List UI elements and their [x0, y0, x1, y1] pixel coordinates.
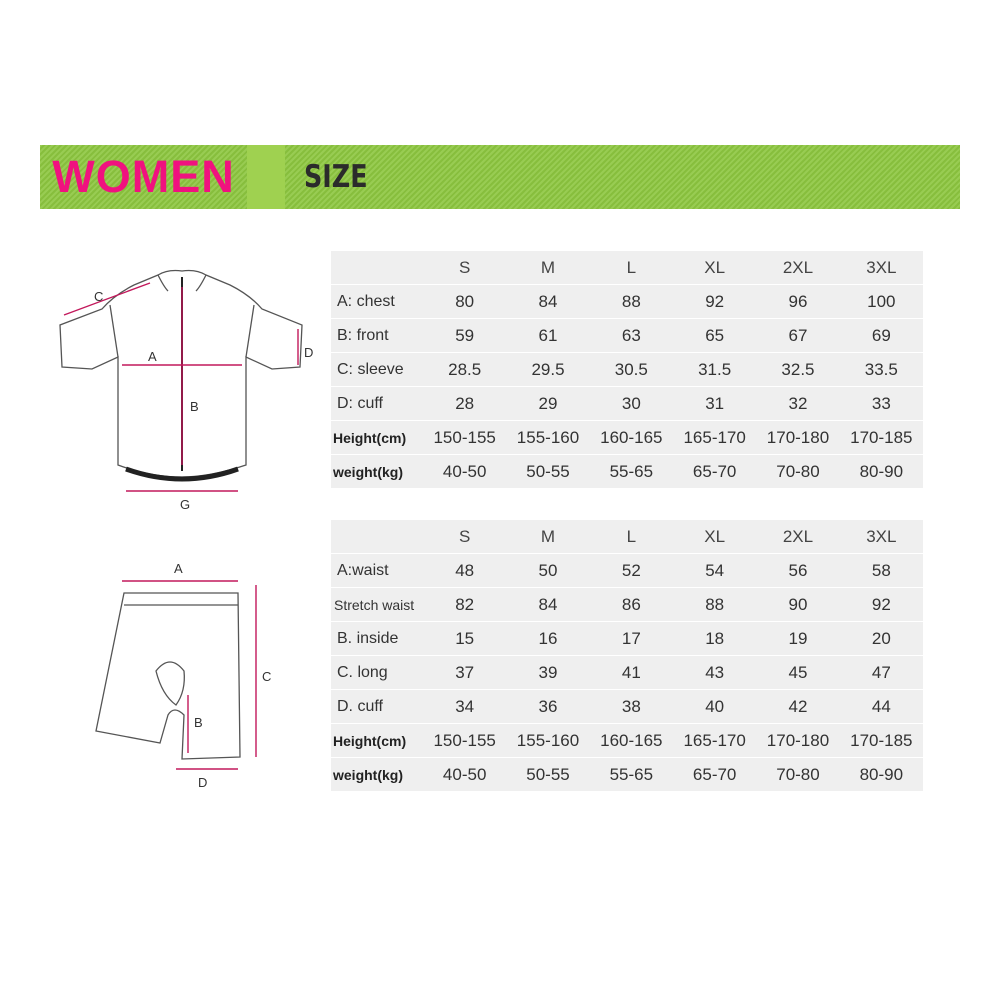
shorts-size-table [331, 520, 923, 792]
row-label: weight(kg) [331, 758, 423, 792]
table-cell: 150-155 [423, 724, 506, 758]
table-cell: 42 [756, 690, 839, 724]
size-header: L [590, 520, 673, 554]
table-cell: 33.5 [840, 353, 923, 387]
row-label: D: cuff [331, 387, 423, 421]
table-cell: 69 [840, 319, 923, 353]
table-cell: 50 [506, 554, 589, 588]
table-header-row [331, 520, 923, 554]
row-label: B: front [331, 319, 423, 353]
corner-cell [331, 520, 423, 554]
row-label: Stretch waist [331, 588, 423, 622]
table-cell: 88 [673, 588, 756, 622]
table-cell: 92 [673, 285, 756, 319]
table-cell: 63 [590, 319, 673, 353]
table-cell: 52 [590, 554, 673, 588]
table-cell: 41 [590, 656, 673, 690]
table-cell: 90 [756, 588, 839, 622]
row-label: Height(cm) [331, 724, 423, 758]
table-cell: 33 [840, 387, 923, 421]
table-row [331, 656, 923, 690]
table-cell: 32.5 [756, 353, 839, 387]
table-cell: 38 [590, 690, 673, 724]
table-cell: 43 [673, 656, 756, 690]
table-cell: 29.5 [506, 353, 589, 387]
size-banner [40, 145, 960, 209]
row-label: B. inside [331, 622, 423, 656]
table-cell: 28 [423, 387, 506, 421]
table-cell: 15 [423, 622, 506, 656]
table-cell: 55-65 [590, 455, 673, 489]
table-cell: 54 [673, 554, 756, 588]
table-row [331, 622, 923, 656]
size-header: L [590, 251, 673, 285]
table-cell: 40-50 [423, 455, 506, 489]
table-cell: 31 [673, 387, 756, 421]
table-cell: 150-155 [423, 421, 506, 455]
banner-divider [247, 145, 285, 209]
table-cell: 39 [506, 656, 589, 690]
jersey-label-c: C [94, 289, 104, 304]
row-label: C. long [331, 656, 423, 690]
row-label: C: sleeve [331, 353, 423, 387]
table-row [331, 724, 923, 758]
table-cell: 58 [840, 554, 923, 588]
table-cell: 50-55 [506, 758, 589, 792]
table-cell: 170-180 [756, 421, 839, 455]
row-label: D. cuff [331, 690, 423, 724]
table-row [331, 690, 923, 724]
row-label: weight(kg) [331, 455, 423, 489]
table-cell: 82 [423, 588, 506, 622]
table-cell: 20 [840, 622, 923, 656]
jersey-size-table [331, 251, 923, 489]
table-cell: 170-185 [840, 724, 923, 758]
table-cell: 16 [506, 622, 589, 656]
table-row [331, 554, 923, 588]
table-cell: 70-80 [756, 758, 839, 792]
row-label: A:waist [331, 554, 423, 588]
jersey-diagram [50, 265, 330, 515]
table-cell: 65-70 [673, 758, 756, 792]
corner-cell [331, 251, 423, 285]
table-cell: 86 [590, 588, 673, 622]
table-cell: 47 [840, 656, 923, 690]
table-cell: 40-50 [423, 758, 506, 792]
size-header: 2XL [756, 251, 839, 285]
table-cell: 84 [506, 588, 589, 622]
size-header: XL [673, 520, 756, 554]
table-cell: 48 [423, 554, 506, 588]
table-cell: 67 [756, 319, 839, 353]
table-cell: 88 [590, 285, 673, 319]
table-cell: 80-90 [840, 758, 923, 792]
table-row [331, 319, 923, 353]
table-header-row [331, 251, 923, 285]
table-cell: 30.5 [590, 353, 673, 387]
table-cell: 160-165 [590, 724, 673, 758]
table-cell: 165-170 [673, 724, 756, 758]
size-header: S [423, 251, 506, 285]
table-cell: 18 [673, 622, 756, 656]
table-cell: 50-55 [506, 455, 589, 489]
table-cell: 34 [423, 690, 506, 724]
jersey-label-g: G [180, 497, 191, 512]
size-header: S [423, 520, 506, 554]
table-cell: 37 [423, 656, 506, 690]
table-cell: 59 [423, 319, 506, 353]
table-cell: 55-65 [590, 758, 673, 792]
table-cell: 155-160 [506, 421, 589, 455]
size-header: M [506, 251, 589, 285]
table-cell: 45 [756, 656, 839, 690]
table-row [331, 421, 923, 455]
table-cell: 165-170 [673, 421, 756, 455]
table-cell: 160-165 [590, 421, 673, 455]
table-cell: 65-70 [673, 455, 756, 489]
row-label: Height(cm) [331, 421, 423, 455]
table-cell: 32 [756, 387, 839, 421]
table-cell: 170-185 [840, 421, 923, 455]
table-cell: 65 [673, 319, 756, 353]
table-cell: 30 [590, 387, 673, 421]
table-cell: 56 [756, 554, 839, 588]
table-cell: 40 [673, 690, 756, 724]
banner-women-label: WOMEN [52, 151, 235, 202]
size-header: XL [673, 251, 756, 285]
shorts-label-a: A [174, 561, 183, 576]
shorts-label-b: B [194, 715, 203, 730]
shorts-label-d: D [198, 775, 208, 790]
table-row [331, 588, 923, 622]
size-header: 3XL [840, 520, 923, 554]
table-cell: 84 [506, 285, 589, 319]
jersey-label-a: A [148, 349, 157, 364]
size-header: 2XL [756, 520, 839, 554]
shorts-label-c: C [262, 669, 272, 684]
row-label: A: chest [331, 285, 423, 319]
table-row [331, 758, 923, 792]
table-cell: 17 [590, 622, 673, 656]
banner-size-label: SIZE [304, 159, 368, 195]
table-cell: 100 [840, 285, 923, 319]
table-row [331, 387, 923, 421]
jersey-label-d: D [304, 345, 314, 360]
table-cell: 28.5 [423, 353, 506, 387]
table-cell: 70-80 [756, 455, 839, 489]
jersey-label-b: B [190, 399, 199, 414]
table-cell: 19 [756, 622, 839, 656]
size-header: M [506, 520, 589, 554]
table-cell: 80 [423, 285, 506, 319]
size-header: 3XL [840, 251, 923, 285]
shorts-diagram [90, 555, 290, 795]
table-cell: 96 [756, 285, 839, 319]
table-cell: 61 [506, 319, 589, 353]
shorts-outline [96, 593, 240, 759]
table-cell: 170-180 [756, 724, 839, 758]
table-cell: 80-90 [840, 455, 923, 489]
shorts-dimension-lines [122, 581, 256, 769]
table-cell: 155-160 [506, 724, 589, 758]
table-cell: 44 [840, 690, 923, 724]
table-cell: 31.5 [673, 353, 756, 387]
table-cell: 29 [506, 387, 589, 421]
table-cell: 92 [840, 588, 923, 622]
table-cell: 36 [506, 690, 589, 724]
table-row [331, 455, 923, 489]
table-row [331, 353, 923, 387]
table-row [331, 285, 923, 319]
